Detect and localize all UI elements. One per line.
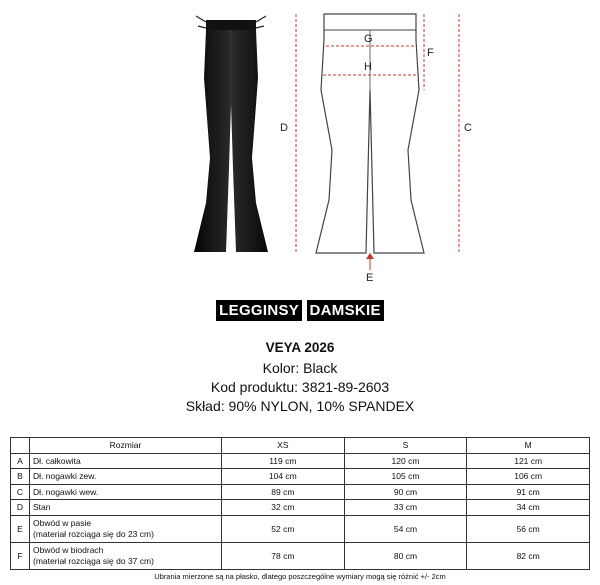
row-value-m: 56 cm	[467, 515, 590, 542]
row-param-line2: (materiał rozciąga się do 23 cm)	[33, 528, 154, 539]
table-row	[11, 469, 590, 485]
header-size-s: S	[344, 438, 467, 454]
row-param-line1: Obwód w pasie	[33, 517, 92, 528]
table-row	[11, 515, 590, 542]
row-value-s: 33 cm	[344, 500, 467, 516]
code-line: Kod produktu: 3821-89-2603	[210, 379, 390, 395]
row-param: Dł. nogawki zew.	[30, 469, 222, 485]
composition-line: Skład: 90% NYLON, 10% SPANDEX	[185, 398, 415, 414]
label-d: D	[280, 122, 288, 134]
row-letter: F	[11, 542, 30, 569]
table-row	[11, 500, 590, 516]
label-c: C	[464, 122, 472, 134]
row-value-xs: 52 cm	[222, 515, 345, 542]
row-value-m: 91 cm	[467, 484, 590, 500]
row-value-s: 54 cm	[344, 515, 467, 542]
header-size-m: M	[467, 438, 590, 454]
row-value-m: 82 cm	[467, 542, 590, 569]
header-size-xs: XS	[222, 438, 345, 454]
title-word-1: LEGGINSY	[216, 300, 302, 321]
title-word-2: DAMSKIE	[307, 300, 384, 321]
label-e: E	[366, 272, 374, 284]
row-param-line2: (materiał rozciąga się do 37 cm)	[33, 555, 154, 566]
row-value-m: 34 cm	[467, 500, 590, 516]
size-diagram	[276, 0, 494, 290]
row-value-xs: 89 cm	[222, 484, 345, 500]
product-info	[0, 338, 600, 416]
row-letter: C	[11, 484, 30, 500]
header-param: Rozmiar	[30, 438, 222, 454]
color-line: Kolor: Black	[262, 360, 338, 376]
table-row	[11, 453, 590, 469]
row-value-xs: 104 cm	[222, 469, 345, 485]
row-param: Dł. całkowita	[30, 453, 222, 469]
row-value-xs: 119 cm	[222, 453, 345, 469]
label-h: H	[364, 61, 372, 73]
footnote: Ubrania mierzone są na płasko, dlatego poszczególne wymiary mogą się różnić +/- 2cm	[154, 572, 446, 581]
row-letter: E	[11, 515, 30, 542]
model-name: VEYA 2026	[265, 340, 335, 355]
row-value-m: 121 cm	[467, 453, 590, 469]
product-photo	[186, 8, 276, 258]
row-letter: D	[11, 500, 30, 516]
row-param	[30, 515, 222, 542]
product-title	[0, 300, 600, 321]
row-value-m: 106 cm	[467, 469, 590, 485]
label-g: G	[364, 33, 373, 45]
row-param: Stan	[30, 500, 222, 516]
row-param	[30, 542, 222, 569]
row-value-s: 90 cm	[344, 484, 467, 500]
row-value-xs: 32 cm	[222, 500, 345, 516]
table-row	[11, 542, 590, 569]
size-table	[10, 437, 590, 570]
label-f: F	[427, 47, 434, 59]
row-value-s: 105 cm	[344, 469, 467, 485]
row-value-xs: 78 cm	[222, 542, 345, 569]
row-letter: B	[11, 469, 30, 485]
row-param-line1: Obwód w biodrach	[33, 544, 104, 555]
table-row	[11, 484, 590, 500]
row-param: Dł. nogawki wew.	[30, 484, 222, 500]
header-letter	[11, 438, 30, 454]
row-value-s: 120 cm	[344, 453, 467, 469]
size-table-header	[11, 438, 590, 454]
row-letter: A	[11, 453, 30, 469]
row-value-s: 80 cm	[344, 542, 467, 569]
